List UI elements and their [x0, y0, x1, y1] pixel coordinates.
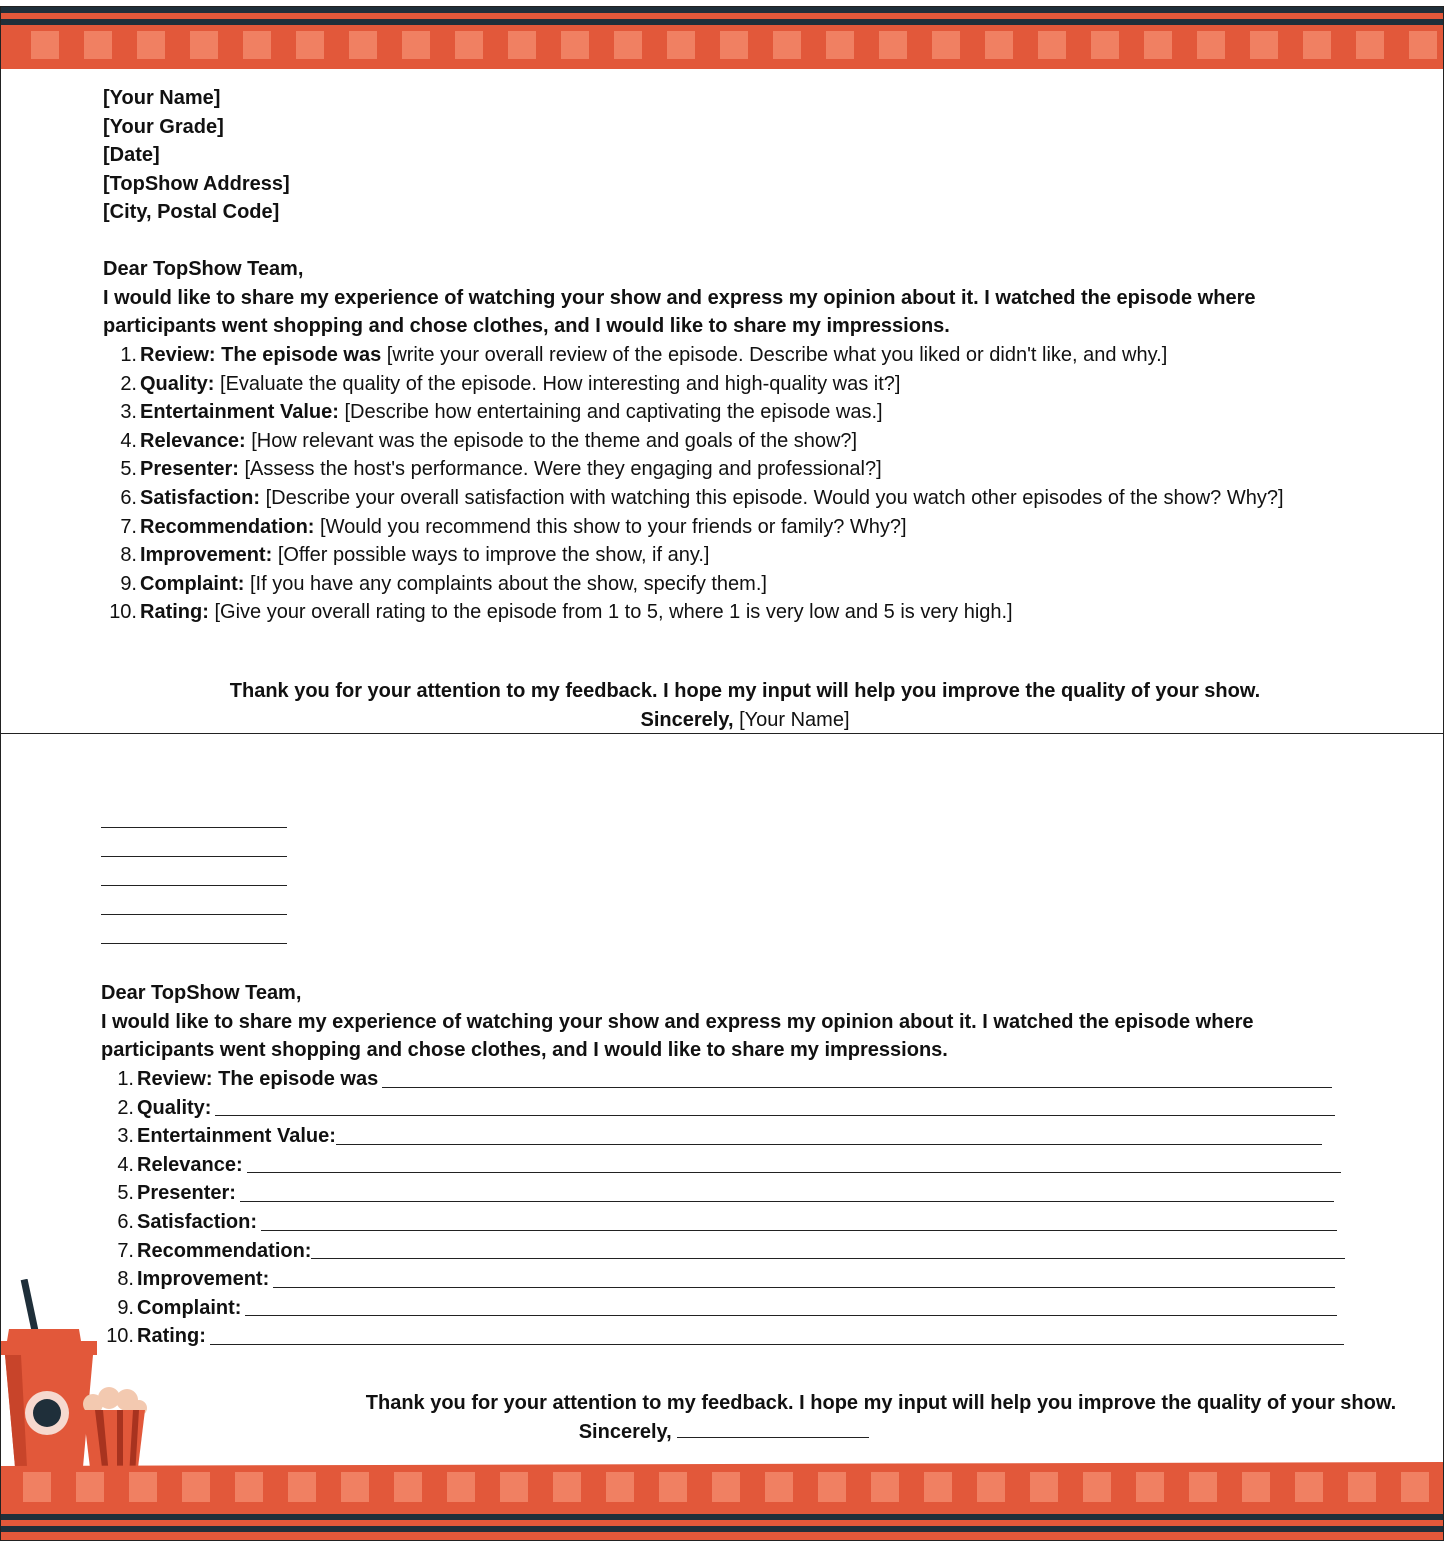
signature-name: [Your Name] [739, 709, 850, 731]
address-blank[interactable] [101, 943, 287, 944]
film-hole [76, 1472, 104, 1502]
list-item: 1. Review: The episode was [write your overall review of the episode. Describe what you liked or didn't like, and why.] [120, 344, 1168, 366]
intro-line: participants went shopping and chose clothes, and I would like to share my impressions. [103, 315, 950, 337]
list-item: 4. Relevance: [How relevant was the episode to the theme and goals of the show?] [120, 429, 858, 452]
film-hole [720, 31, 748, 59]
closing-line: Thank you for your attention to my feedback. I hope my input will help you improve the quality of your show. [365, 1392, 1397, 1414]
address-blank[interactable] [101, 856, 287, 857]
film-hole [84, 31, 112, 59]
film-hole [1242, 1472, 1270, 1502]
form-row: 9. Complaint: [102, 1294, 1345, 1323]
film-hole [871, 1472, 899, 1502]
list-item: 2. Quality: [Evaluate the quality of the episode. How interesting and high-quality was it?] [120, 372, 901, 395]
address-blank[interactable] [101, 885, 287, 886]
greeting: Dear TopShow Team, [103, 258, 304, 280]
film-hole [818, 1472, 846, 1502]
film-strip-top [1, 7, 1443, 77]
film-hole [1409, 31, 1437, 59]
form-row: 6. Satisfaction: [102, 1208, 1345, 1237]
address-line: [City, Postal Code] [103, 201, 280, 224]
film-hole [773, 31, 801, 59]
film-hole [500, 1472, 528, 1502]
list-item: 7. Recommendation: [Would you recommend this show to your friends or family? Why?] [120, 515, 907, 538]
signature-label: Sincerely, [640, 709, 734, 731]
film-hole [288, 1472, 316, 1502]
film-hole [1348, 1472, 1376, 1502]
answer-line[interactable] [261, 1210, 1337, 1231]
list-item: 5. Presenter: [Assess the host's performance. Were they engaging and professional?] [120, 458, 882, 481]
film-hole [1144, 31, 1172, 59]
form-row: 5. Presenter: [102, 1179, 1345, 1208]
answer-line[interactable] [215, 1095, 1335, 1116]
film-hole [924, 1472, 952, 1502]
film-hole [1401, 1472, 1429, 1502]
film-hole [31, 31, 59, 59]
film-hole [614, 31, 642, 59]
film-hole [667, 31, 695, 59]
film-hole [1091, 31, 1119, 59]
signature-blank[interactable] [677, 1419, 869, 1438]
film-hole [243, 31, 271, 59]
answer-line[interactable] [247, 1152, 1341, 1173]
form-row: 1. Review: The episode was [102, 1065, 1345, 1094]
film-hole [341, 1472, 369, 1502]
film-hole [1038, 31, 1066, 59]
film-hole [1356, 31, 1384, 59]
form-row: 10. Rating: [102, 1322, 1345, 1351]
film-hole [190, 31, 218, 59]
film-hole [137, 31, 165, 59]
film-hole [1136, 1472, 1164, 1502]
film-hole [1083, 1472, 1111, 1502]
film-hole [826, 31, 854, 59]
form-row: 7. Recommendation: [102, 1237, 1345, 1266]
film-hole [561, 31, 589, 59]
address-line: [TopShow Address] [103, 172, 290, 195]
film-hole [932, 31, 960, 59]
answer-line[interactable] [311, 1238, 1345, 1259]
film-hole [349, 31, 377, 59]
film-strip-bottom [1, 1462, 1443, 1541]
blank-template-page [0, 733, 1444, 1541]
intro-line: participants went shopping and chose clothes, and I would like to share my impressions. [101, 1039, 948, 1061]
address-blank[interactable] [101, 914, 287, 915]
address-line: [Your Name] [103, 87, 221, 109]
signature-line [1, 1418, 1444, 1447]
signature-label: Sincerely, [578, 1421, 672, 1443]
signature-line [1, 706, 1444, 734]
address-blank[interactable] [101, 827, 287, 828]
address-line: [Your Grade] [103, 115, 224, 138]
closing-line: Thank you for your attention to my feedback. I hope my input will help you improve the quality of your show. [229, 680, 1261, 702]
film-hole [765, 1472, 793, 1502]
sender-address-block [103, 84, 290, 227]
film-hole [606, 1472, 634, 1502]
feedback-list [105, 341, 1284, 627]
form-row: 3. Entertainment Value: [102, 1122, 1345, 1151]
film-hole [1295, 1472, 1323, 1502]
list-item: 3. Entertainment Value: [Describe how entertaining and captivating the episode was.] [120, 401, 883, 424]
film-hole [985, 31, 1013, 59]
list-item: 8. Improvement: [Offer possible ways to improve the show, if any.] [120, 544, 710, 567]
film-hole [553, 1472, 581, 1502]
form-row: 4. Relevance: [102, 1151, 1345, 1180]
film-hole [394, 1472, 422, 1502]
address-line: [Date] [103, 144, 160, 167]
film-hole [402, 31, 430, 59]
film-hole [455, 31, 483, 59]
film-hole [1303, 31, 1331, 59]
intro-line: I would like to share my experience of watching your show and express my opinion about it. I watched the episode where [103, 287, 1256, 309]
film-hole [1250, 31, 1278, 59]
answer-line[interactable] [336, 1124, 1322, 1145]
film-hole [1189, 1472, 1217, 1502]
film-hole [296, 31, 324, 59]
example-letter-page [0, 6, 1444, 734]
film-hole [23, 1472, 51, 1502]
film-hole [447, 1472, 475, 1502]
list-item: 10. Rating: [Give your overall rating to the episode from 1 to 5, where 1 is very low and 5 is very high.] [109, 601, 1013, 624]
form-row: 8. Improvement: [102, 1265, 1345, 1294]
answer-line[interactable] [210, 1324, 1344, 1345]
answer-line[interactable] [240, 1181, 1334, 1202]
film-hole [712, 1472, 740, 1502]
list-item: 9. Complaint: [If you have any complaints about the show, specify them.] [120, 572, 767, 595]
film-hole [879, 31, 907, 59]
list-item: 6. Satisfaction: [Describe your overall satisfaction with watching this episode. Would you watch other episodes of the show? Why?] [120, 486, 1284, 509]
film-hole [182, 1472, 210, 1502]
film-hole [508, 31, 536, 59]
film-hole [1030, 1472, 1058, 1502]
greeting: Dear TopShow Team, [101, 982, 302, 1004]
answer-line[interactable] [245, 1295, 1337, 1316]
film-hole [1197, 31, 1225, 59]
answer-line[interactable] [382, 1067, 1332, 1088]
film-hole [977, 1472, 1005, 1502]
answer-line[interactable] [273, 1267, 1335, 1288]
film-hole [129, 1472, 157, 1502]
form-row: 2. Quality: [102, 1094, 1345, 1123]
feedback-form-list [102, 1065, 1345, 1351]
film-hole [659, 1472, 687, 1502]
intro-line: I would like to share my experience of watching your show and express my opinion about it. I watched the episode where [101, 1011, 1254, 1033]
film-hole [235, 1472, 263, 1502]
